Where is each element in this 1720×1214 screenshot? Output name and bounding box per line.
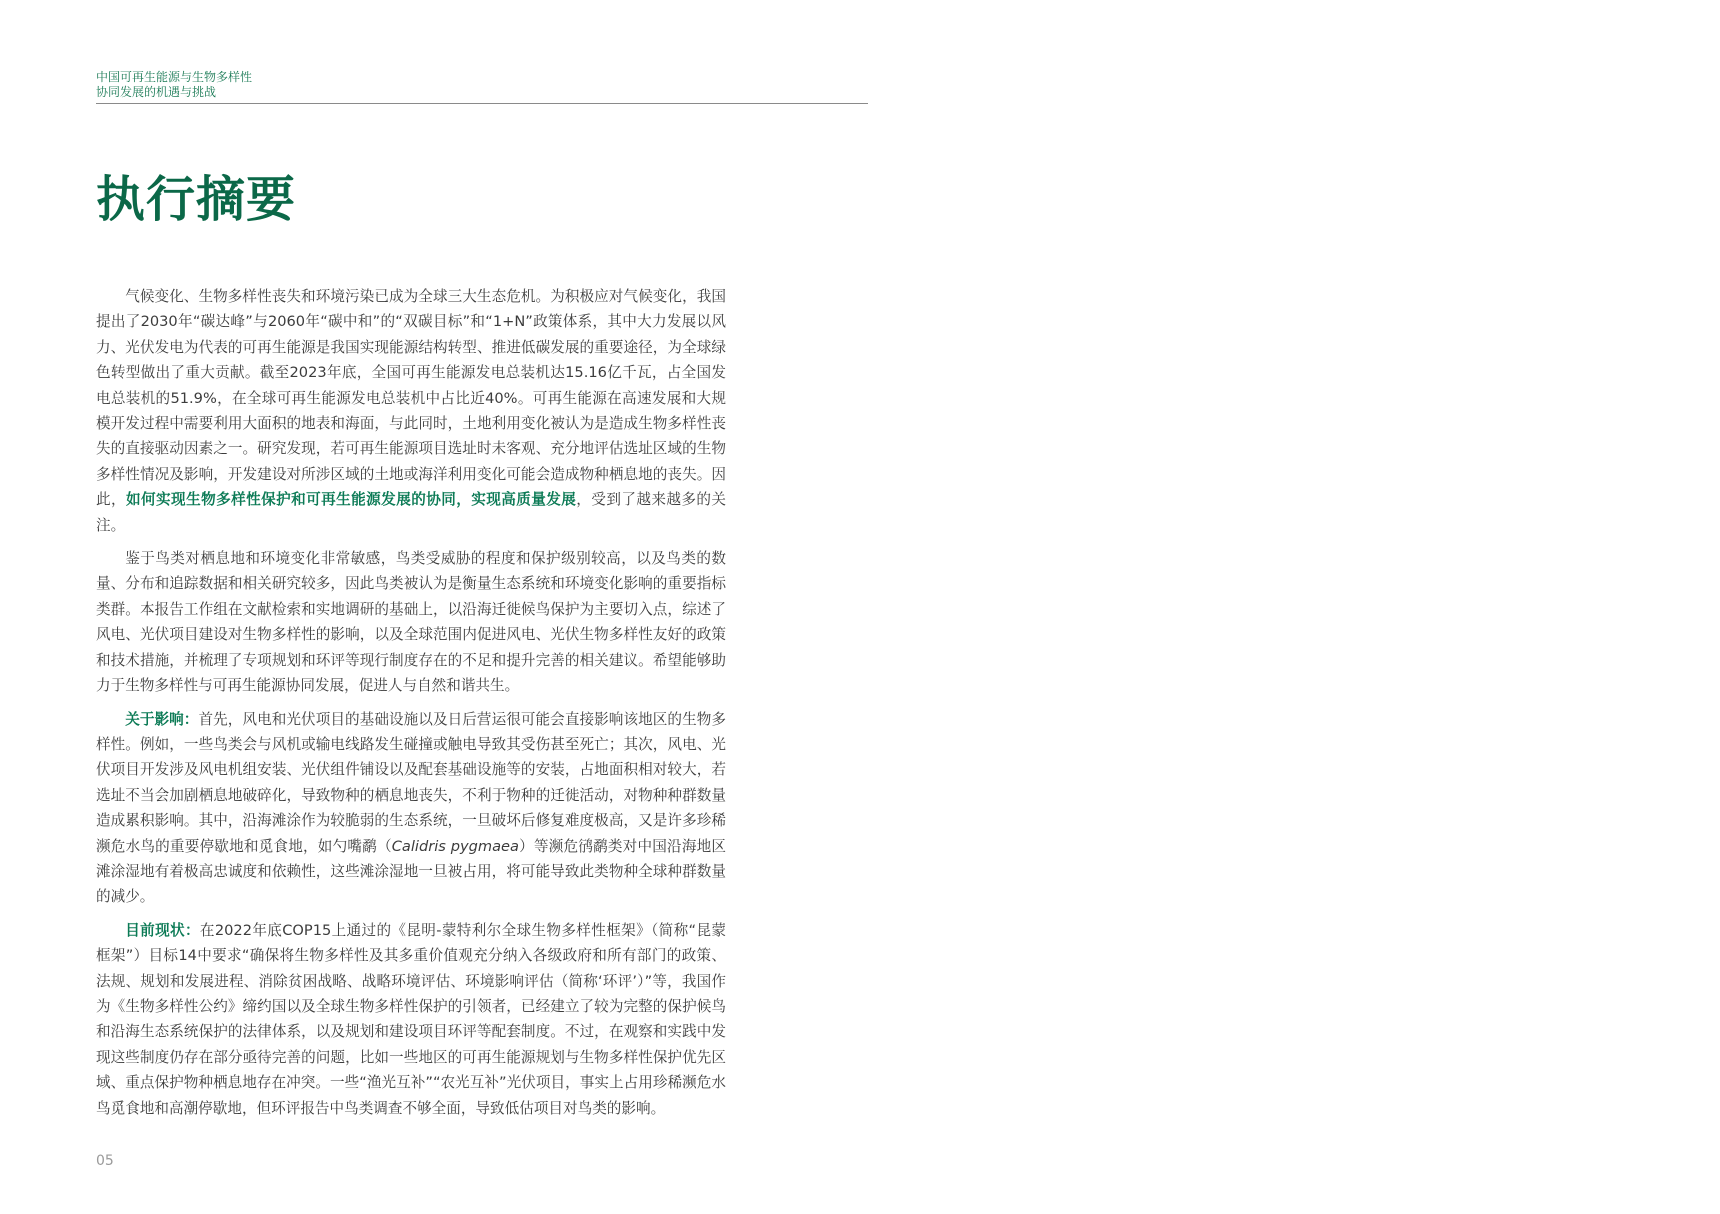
page-title: 执行摘要 (96, 171, 297, 228)
header-line-1: 中国可再生能源与生物多样性 (96, 70, 253, 84)
impact-lead-label: 关于影响： (125, 710, 199, 728)
paragraph-impact (96, 707, 726, 910)
impact-text-tail: ）等濒危鸻鹬类对中国沿海地区滩涂湿地有着极高忠诚度和依赖性，这些滩涂湿地一旦被占用，将可能导致此类物种全球种群数量的减少。 (96, 837, 726, 906)
paragraph-birds: 鉴于鸟类对栖息地和环境变化非常敏感，鸟类受威胁的程度和保护级别较高，以及鸟类的数量、分布和追踪数据和相关研究较多，因此鸟类被认为是衡量生态系统和环境变化影响的重要指标类群。本报告工作组在文献检索和实地调研的基础上，以沿海迁徙候鸟保护为主要切入点，综述了风电、光伏项目建设对生物多样性的影响，以及全球范围内促进风电、光伏生物多样性友好的政策和技术措施，并梳理了专项规划和环评等现行制度存在的不足和提升完善的相关建议。希望能够助力于生物多样性与可再生能源协同发展，促进人与自然和谐共生。 (96, 550, 726, 695)
body-text (96, 284, 726, 1129)
header-divider (96, 103, 868, 104)
paragraph-intro-text: 气候变化、生物多样性丧失和环境污染已成为全球三大生态危机。为积极应对气候变化，我国提出了2030年“碳达峰”与2060年“碳中和”的“双碳目标”和“1+N”政策体系，其中大力发展以风力、光伏发电为代表的可再生能源是我国实现能源结构转型、推进低碳发展的重要途径，为全球绿色转型做出了重大贡献。截至2023年底，全国可再生能源发电总装机达15.16亿千瓦，占全国发电总装机的51.9%，在全球可再生能源发电总装机中占比近40%。可再生能源在高速发展和大规模开发过程中需要利用大面积的地表和海面，与此同时，土地利用变化被认为是造成生物多样性丧失的直接驱动因素之一。研究发现，若可再生能源项目选址时未客观、充分地评估选址区域的生物多样性情况及影响，开发建设对所涉区域的土地或海洋利用变化可能会造成物种栖息地的丧失。因此， (96, 288, 726, 509)
paragraph-intro (96, 284, 726, 538)
status-lead-label: 目前现状： (125, 921, 200, 939)
latin-species-name: Calidris pygmaea (391, 837, 519, 855)
running-header (96, 70, 868, 100)
highlighted-question: 如何实现生物多样性保护和可再生能源发展的协同，实现高质量发展 (126, 491, 577, 509)
impact-text: 首先，风电和光伏项目的基础设施以及日后营运很可能会直接影响该地区的生物多样性。例如，一些鸟类会与风机或输电线路发生碰撞或触电导致其受伤甚至死亡；其次，风电、光伏项目开发涉及风电机组安装、光伏组件铺设以及配套基础设施等的安装，占地面积相对较大，若选址不当会加剧栖息地破碎化，导致物种的栖息地丧失，不利于物种的迁徙活动，对物种种群数量造成累积影响。其中，沿海滩涂作为较脆弱的生态系统，一旦破坏后修复难度极高，又是许多珍稀濒危水鸟的重要停歇地和觅食地，如勺嘴鹬（ (96, 710, 726, 855)
status-text: 在2022年底COP15上通过的《昆明-蒙特利尔全球生物多样性框架》（简称“昆蒙框架”）目标14中要求“确保将生物多样性及其多重价值观充分纳入各级政府和所有部门的政策、法规、规划和发展进程、消除贫困战略、战略环境评估、环境影响评估（简称‘环评’）”等，我国作为《生物多样性公约》缔约国以及全球生物多样性保护的引领者，已经建立了较为完整的保护候鸟和沿海生态系统保护的法律体系，以及规划和建设项目环评等配套制度。不过，在观察和实践中发现这些制度仍存在部分亟待完善的问题，比如一些地区的可再生能源规划与生物多样性保护优先区域、重点保护物种栖息地存在冲突。一些“渔光互补”“农光互补”光伏项目，事实上占用珍稀濒危水鸟觅食地和高潮停歇地，但环评报告中鸟类调查不够全面，导致低估项目对鸟类的影响。 (96, 921, 726, 1117)
page-number: 05 (96, 1153, 114, 1169)
paragraph-status (96, 918, 726, 1121)
header-line-2: 协同发展的机遇与挑战 (96, 85, 217, 99)
paragraph-intro-tail: ，受到了越来越多的关注。 (96, 491, 726, 534)
